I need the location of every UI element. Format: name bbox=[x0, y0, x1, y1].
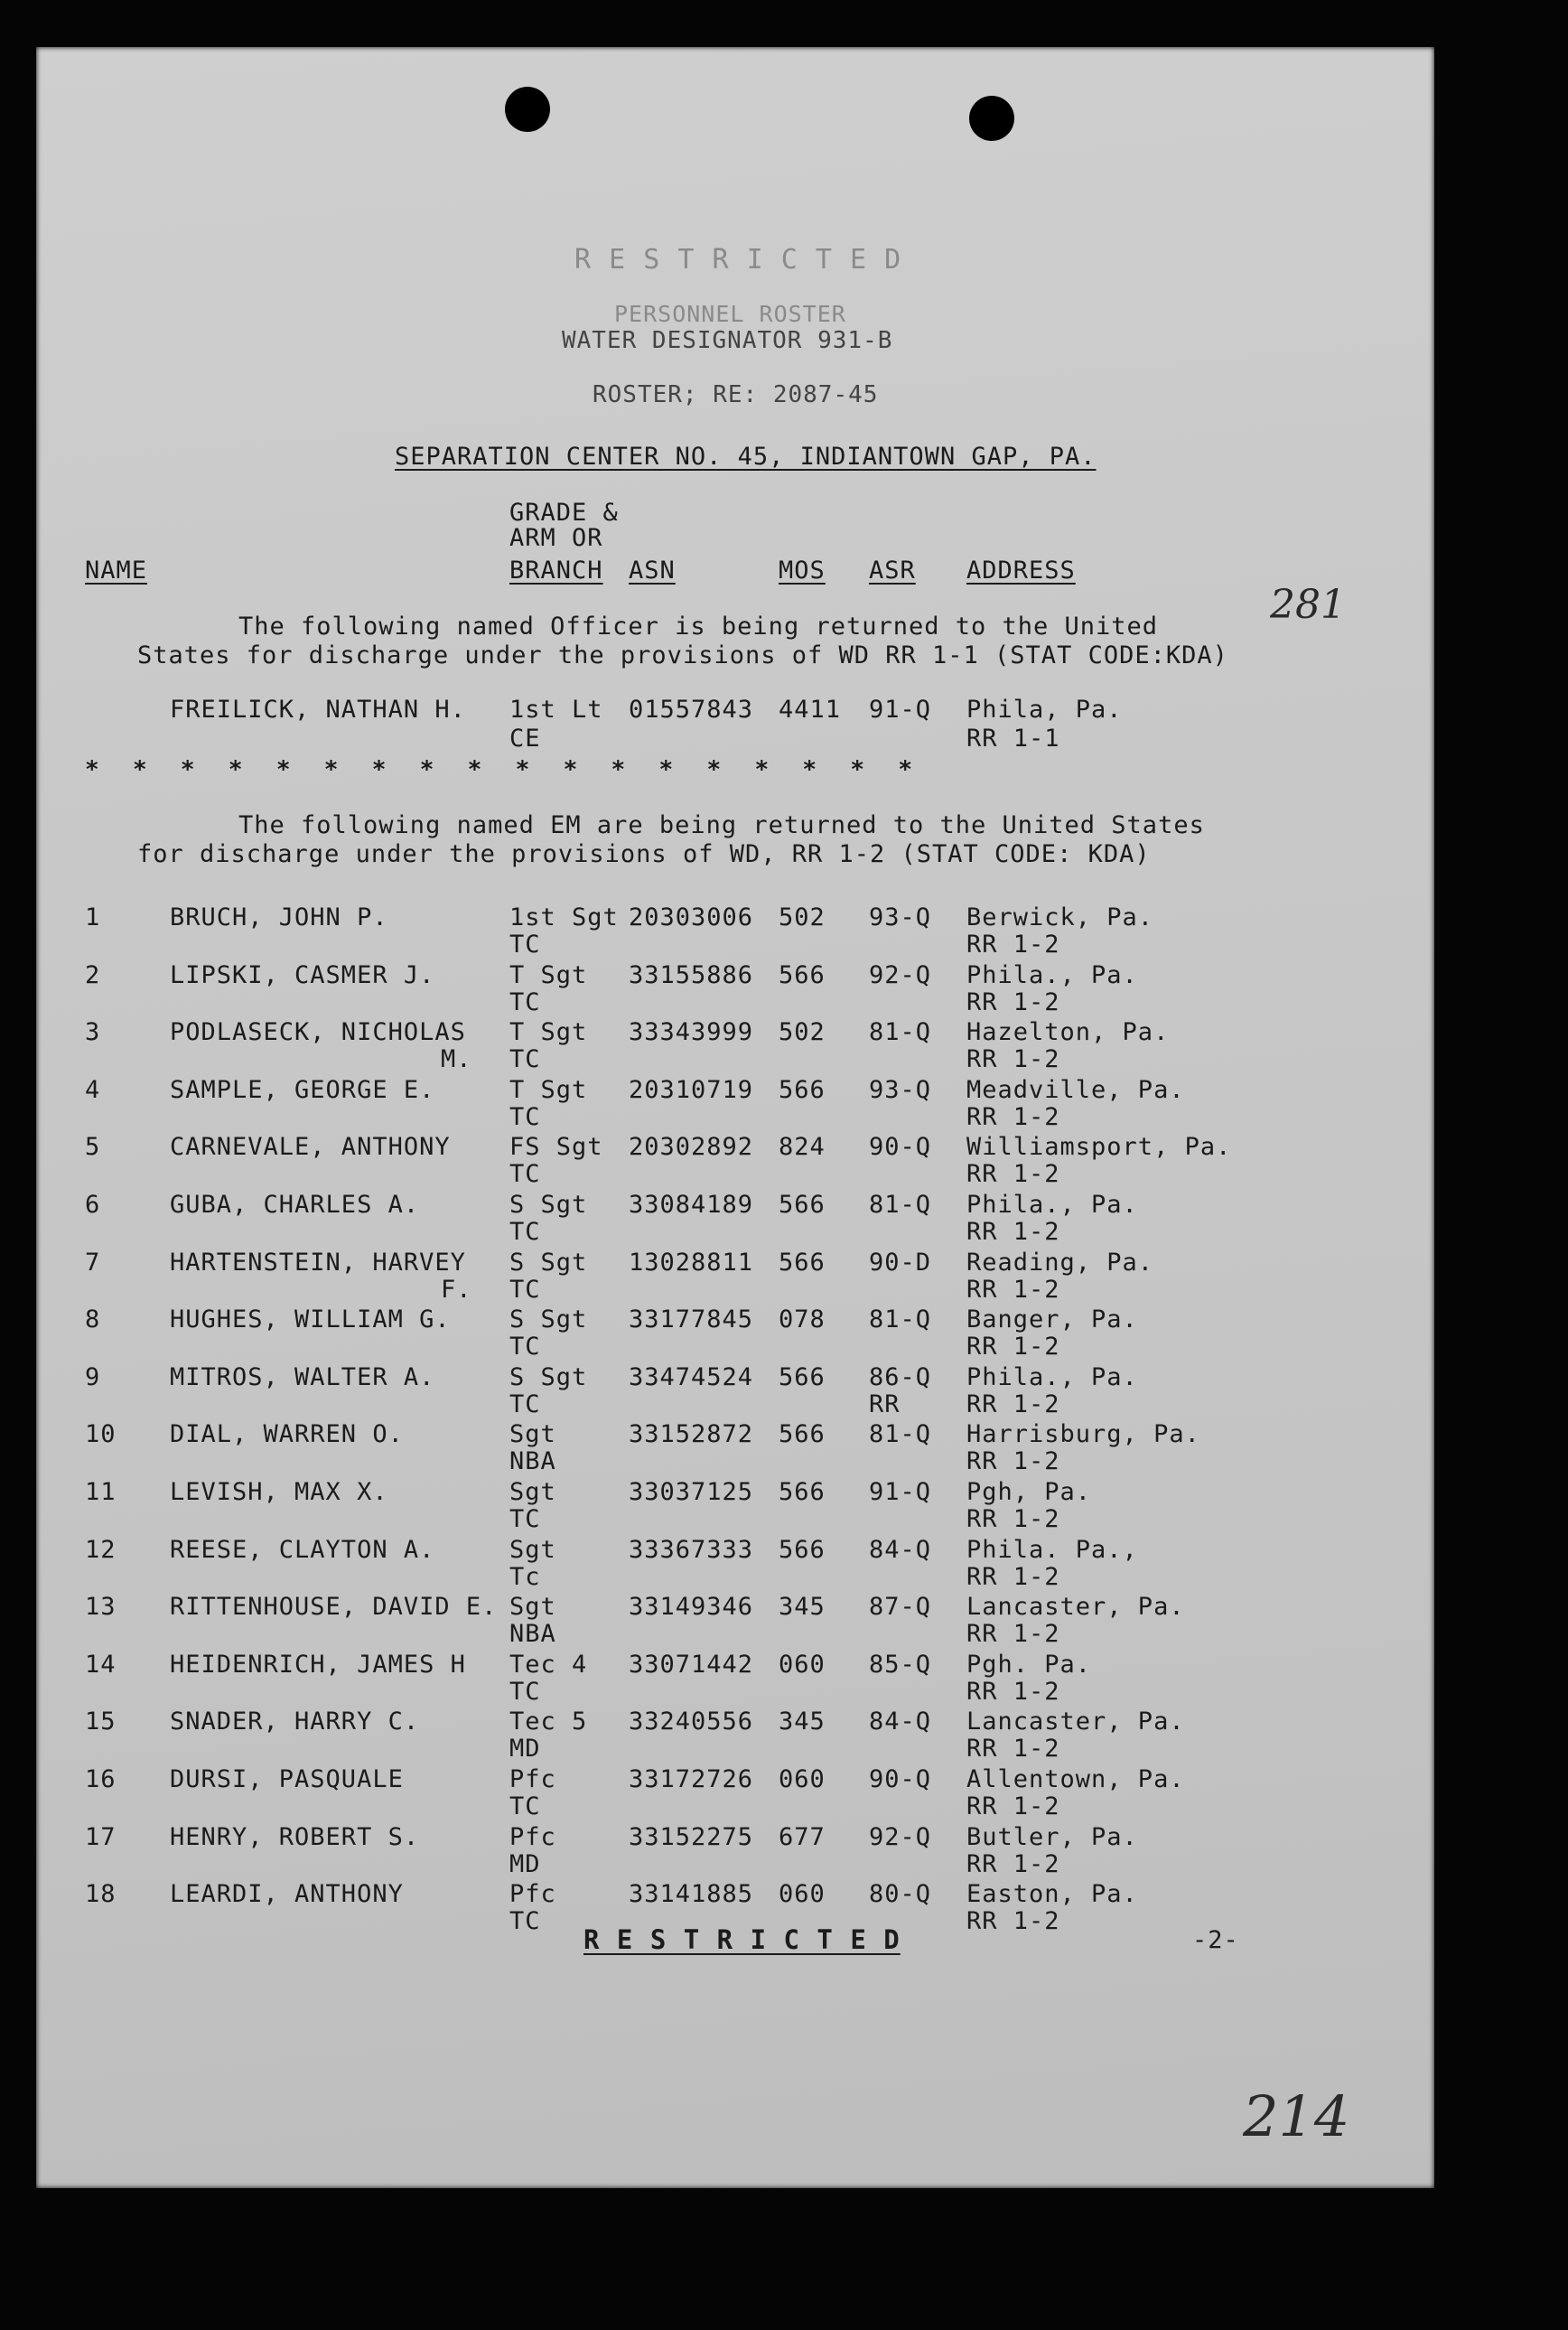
row-address: Harrisburg, Pa. bbox=[966, 1420, 1200, 1449]
row-name: LIPSKI, CASMER J. bbox=[170, 960, 435, 989]
officer-name: FREILICK, NATHAN H. bbox=[170, 696, 466, 724]
officer-asn: 01557843 bbox=[629, 696, 754, 724]
handwritten-number-281: 281 bbox=[1270, 582, 1346, 628]
row-rr: RR 1-2 bbox=[966, 1907, 1060, 1936]
row-grade: T Sgt bbox=[509, 1075, 588, 1104]
row-asr: 85-Q bbox=[869, 1650, 932, 1679]
row-rr: RR 1-2 bbox=[966, 1160, 1060, 1189]
column-asr: ASR bbox=[869, 557, 916, 585]
row-branch: TC bbox=[509, 1275, 541, 1304]
column-name: NAME bbox=[85, 557, 148, 585]
row-name: CARNEVALE, ANTHONY bbox=[170, 1133, 451, 1162]
row-mos: 566 bbox=[779, 1420, 826, 1449]
row-branch: TC bbox=[509, 1045, 541, 1074]
row-number: 2 bbox=[85, 960, 101, 989]
row-branch: TC bbox=[509, 931, 541, 959]
row-branch: TC bbox=[509, 1160, 541, 1189]
row-name: SAMPLE, GEORGE E. bbox=[170, 1075, 435, 1104]
row-grade: FS Sgt bbox=[509, 1133, 603, 1162]
row-address: Meadville, Pa. bbox=[966, 1075, 1185, 1104]
row-branch: TC bbox=[509, 1505, 541, 1533]
row-name-cont: M. bbox=[441, 1045, 472, 1074]
officer-asr: 91-Q bbox=[869, 696, 932, 724]
row-asn: 33071442 bbox=[629, 1650, 754, 1679]
row-mos: 345 bbox=[779, 1708, 826, 1736]
row-grade: S Sgt bbox=[509, 1191, 588, 1219]
row-address: Lancaster, Pa. bbox=[966, 1593, 1185, 1622]
row-name: HENRY, ROBERT S. bbox=[170, 1822, 420, 1851]
row-name: PODLASECK, NICHOLAS bbox=[170, 1018, 466, 1047]
row-address: Reading, Pa. bbox=[966, 1248, 1154, 1277]
roster-reference: ROSTER; RE: 2087-45 bbox=[593, 381, 879, 408]
em-intro-line1: The following named EM are being returned to the United States bbox=[238, 811, 1205, 839]
row-grade: T Sgt bbox=[509, 1018, 588, 1047]
row-name: DURSI, PASQUALE bbox=[170, 1765, 404, 1793]
officer-mos: 4411 bbox=[779, 696, 842, 724]
officer-grade: 1st Lt bbox=[509, 696, 603, 724]
row-asn: 33343999 bbox=[629, 1018, 754, 1047]
row-asn: 33240556 bbox=[629, 1708, 754, 1736]
row-rr: RR 1-2 bbox=[966, 1275, 1060, 1304]
row-name-cont: F. bbox=[441, 1275, 472, 1304]
row-mos: 677 bbox=[779, 1822, 826, 1851]
water-designator: WATER DESIGNATOR 931-B bbox=[562, 327, 893, 354]
row-asn: 33155886 bbox=[629, 960, 754, 989]
row-rr: RR 1-2 bbox=[966, 1735, 1060, 1764]
row-mos: 824 bbox=[779, 1133, 826, 1162]
row-number: 7 bbox=[85, 1248, 101, 1277]
row-address: Pgh. Pa. bbox=[966, 1650, 1092, 1679]
row-grade: Sgt bbox=[509, 1593, 556, 1622]
row-asr: 92-Q bbox=[869, 1822, 932, 1851]
row-rr: RR 1-2 bbox=[966, 1792, 1060, 1820]
row-asr: 86-Q bbox=[869, 1362, 932, 1391]
punch-hole-right bbox=[969, 96, 1014, 141]
row-grade: Tec 5 bbox=[509, 1708, 588, 1736]
restricted-footer: R E S T R I C T E D bbox=[583, 1924, 901, 1955]
column-grade-line2: ARM OR bbox=[509, 524, 603, 552]
row-address: Williamsport, Pa. bbox=[966, 1133, 1232, 1162]
row-asr: 93-Q bbox=[869, 903, 932, 931]
row-address: Easton, Pa. bbox=[966, 1880, 1138, 1909]
handwritten-number-214: 214 bbox=[1243, 2083, 1350, 2149]
row-asn: 13028811 bbox=[629, 1248, 754, 1277]
row-grade: Sgt bbox=[509, 1535, 556, 1564]
row-address: Butler, Pa. bbox=[966, 1822, 1138, 1851]
row-mos: 502 bbox=[779, 903, 826, 931]
row-grade: S Sgt bbox=[509, 1305, 588, 1334]
row-number: 6 bbox=[85, 1191, 101, 1219]
row-rr: RR 1-2 bbox=[966, 1045, 1060, 1074]
row-branch: TC bbox=[509, 1677, 541, 1706]
officer-rr: RR 1-1 bbox=[966, 725, 1060, 753]
row-asn: 33141885 bbox=[629, 1880, 754, 1909]
row-branch: TC bbox=[509, 1792, 541, 1820]
row-branch: TC bbox=[509, 1102, 541, 1131]
row-asr-cont: RR bbox=[869, 1390, 901, 1418]
row-asn: 33152872 bbox=[629, 1420, 754, 1449]
officer-address: Phila, Pa. bbox=[966, 696, 1123, 724]
row-number: 4 bbox=[85, 1075, 101, 1104]
row-number: 16 bbox=[85, 1765, 117, 1793]
row-asr: 84-Q bbox=[869, 1535, 932, 1564]
row-name: HARTENSTEIN, HARVEY bbox=[170, 1248, 466, 1277]
row-asn: 33367333 bbox=[629, 1535, 754, 1564]
row-name: DIAL, WARREN O. bbox=[170, 1420, 404, 1449]
row-grade: Pfc bbox=[509, 1880, 556, 1909]
row-rr: RR 1-2 bbox=[966, 1333, 1060, 1362]
row-branch: TC bbox=[509, 1333, 541, 1362]
restricted-header: R E S T R I C T E D bbox=[574, 244, 902, 276]
row-name: RITTENHOUSE, DAVID E. bbox=[170, 1593, 498, 1622]
row-mos: 566 bbox=[779, 960, 826, 989]
row-branch: Tc bbox=[509, 1562, 541, 1591]
row-number: 9 bbox=[85, 1362, 101, 1391]
row-rr: RR 1-2 bbox=[966, 1620, 1060, 1649]
row-asr: 87-Q bbox=[869, 1593, 932, 1622]
punch-hole-left bbox=[505, 87, 550, 132]
row-name: LEARDI, ANTHONY bbox=[170, 1880, 404, 1909]
row-address: Berwick, Pa. bbox=[966, 903, 1154, 931]
row-number: 12 bbox=[85, 1535, 117, 1564]
row-asn: 33084189 bbox=[629, 1191, 754, 1219]
row-asr: 90-D bbox=[869, 1248, 932, 1277]
row-address: Hazelton, Pa. bbox=[966, 1018, 1170, 1047]
row-asn: 33474524 bbox=[629, 1362, 754, 1391]
row-number: 8 bbox=[85, 1305, 101, 1334]
row-branch: NBA bbox=[509, 1620, 556, 1649]
row-address: Phila., Pa. bbox=[966, 1362, 1138, 1391]
row-number: 13 bbox=[85, 1593, 117, 1622]
row-address: Allentown, Pa. bbox=[966, 1765, 1185, 1793]
row-mos: 502 bbox=[779, 1018, 826, 1047]
row-rr: RR 1-2 bbox=[966, 987, 1060, 1016]
row-number: 11 bbox=[85, 1478, 117, 1506]
officer-branch: CE bbox=[509, 725, 541, 753]
row-asr: 80-Q bbox=[869, 1880, 932, 1909]
row-mos: 060 bbox=[779, 1880, 826, 1909]
row-branch: NBA bbox=[509, 1447, 556, 1476]
row-rr: RR 1-2 bbox=[966, 1849, 1060, 1878]
row-asn: 33152275 bbox=[629, 1822, 754, 1851]
row-mos: 566 bbox=[779, 1535, 826, 1564]
row-mos: 566 bbox=[779, 1362, 826, 1391]
row-asn: 20302892 bbox=[629, 1133, 754, 1162]
row-name: HEIDENRICH, JAMES H bbox=[170, 1650, 466, 1679]
row-mos: 060 bbox=[779, 1765, 826, 1793]
row-branch: TC bbox=[509, 1907, 541, 1936]
row-mos: 566 bbox=[779, 1478, 826, 1506]
row-mos: 345 bbox=[779, 1593, 826, 1622]
row-grade: Sgt bbox=[509, 1478, 556, 1506]
row-asr: 81-Q bbox=[869, 1018, 932, 1047]
row-rr: RR 1-2 bbox=[966, 1677, 1060, 1706]
row-mos: 078 bbox=[779, 1305, 826, 1334]
row-asn: 33149346 bbox=[629, 1593, 754, 1622]
row-number: 18 bbox=[85, 1880, 117, 1909]
row-grade: Sgt bbox=[509, 1420, 556, 1449]
separation-center-title: SEPARATION CENTER NO. 45, INDIANTOWN GAP, PA. bbox=[395, 443, 1097, 471]
row-number: 17 bbox=[85, 1822, 117, 1851]
row-branch: MD bbox=[509, 1849, 541, 1878]
document-page bbox=[36, 47, 1434, 2188]
row-rr: RR 1-2 bbox=[966, 1505, 1060, 1533]
row-number: 10 bbox=[85, 1420, 117, 1449]
row-branch: TC bbox=[509, 1390, 541, 1418]
row-address: Phila., Pa. bbox=[966, 1191, 1138, 1219]
row-rr: RR 1-2 bbox=[966, 1102, 1060, 1131]
row-rr: RR 1-2 bbox=[966, 1218, 1060, 1246]
row-asn: 33172726 bbox=[629, 1765, 754, 1793]
row-name: REESE, CLAYTON A. bbox=[170, 1535, 435, 1564]
page-number: -2- bbox=[1192, 1926, 1239, 1954]
column-address: ADDRESS bbox=[966, 557, 1076, 585]
row-grade: Pfc bbox=[509, 1765, 556, 1793]
row-asr: 91-Q bbox=[869, 1478, 932, 1506]
row-grade: T Sgt bbox=[509, 960, 588, 989]
row-mos: 566 bbox=[779, 1075, 826, 1104]
row-asn: 33177845 bbox=[629, 1305, 754, 1334]
row-asr: 90-Q bbox=[869, 1133, 932, 1162]
column-mos: MOS bbox=[779, 557, 826, 585]
row-address: Lancaster, Pa. bbox=[966, 1708, 1185, 1736]
row-asr: 81-Q bbox=[869, 1191, 932, 1219]
row-rr: RR 1-2 bbox=[966, 931, 1060, 959]
asterisk-separator: * * * * * * * * * * * * * * * * * * bbox=[85, 756, 914, 783]
roster-title: PERSONNEL ROSTER bbox=[614, 301, 846, 327]
row-asn: 20310719 bbox=[629, 1075, 754, 1104]
row-grade: Tec 4 bbox=[509, 1650, 588, 1679]
row-asr: 81-Q bbox=[869, 1305, 932, 1334]
row-number: 5 bbox=[85, 1133, 101, 1162]
officer-intro-line1: The following named Officer is being returned to the United bbox=[238, 613, 1159, 641]
row-grade: S Sgt bbox=[509, 1362, 588, 1391]
column-asn: ASN bbox=[629, 557, 676, 585]
row-name: BRUCH, JOHN P. bbox=[170, 903, 388, 931]
row-asn: 33037125 bbox=[629, 1478, 754, 1506]
row-asr: 84-Q bbox=[869, 1708, 932, 1736]
row-mos: 060 bbox=[779, 1650, 826, 1679]
row-mos: 566 bbox=[779, 1248, 826, 1277]
row-branch: TC bbox=[509, 1218, 541, 1246]
row-name: GUBA, CHARLES A. bbox=[170, 1191, 420, 1219]
row-asn: 20303006 bbox=[629, 903, 754, 931]
row-asr: 92-Q bbox=[869, 960, 932, 989]
row-number: 1 bbox=[85, 903, 101, 931]
row-name: SNADER, HARRY C. bbox=[170, 1708, 420, 1736]
row-name: MITROS, WALTER A. bbox=[170, 1362, 435, 1391]
column-branch: BRANCH bbox=[509, 557, 603, 585]
row-number: 14 bbox=[85, 1650, 117, 1679]
row-grade: 1st Sgt bbox=[509, 903, 619, 931]
row-branch: TC bbox=[509, 987, 541, 1016]
row-name: LEVISH, MAX X. bbox=[170, 1478, 388, 1506]
em-intro-line2: for discharge under the provisions of WD, RR 1-2 (STAT CODE: KDA) bbox=[137, 840, 1151, 868]
row-branch: MD bbox=[509, 1735, 541, 1764]
row-address: Phila. Pa., bbox=[966, 1535, 1138, 1564]
column-grade-line1: GRADE & bbox=[509, 499, 619, 527]
officer-intro-line2: States for discharge under the provisions of WD RR 1-1 (STAT CODE:KDA) bbox=[137, 641, 1228, 669]
row-grade: Pfc bbox=[509, 1822, 556, 1851]
row-address: Pgh, Pa. bbox=[966, 1478, 1092, 1506]
row-rr: RR 1-2 bbox=[966, 1562, 1060, 1591]
row-name: HUGHES, WILLIAM G. bbox=[170, 1305, 451, 1334]
row-number: 3 bbox=[85, 1018, 101, 1047]
row-asr: 81-Q bbox=[869, 1420, 932, 1449]
row-mos: 566 bbox=[779, 1191, 826, 1219]
row-address: Phila., Pa. bbox=[966, 960, 1138, 989]
row-asr: 90-Q bbox=[869, 1765, 932, 1793]
row-asr: 93-Q bbox=[869, 1075, 932, 1104]
row-rr: RR 1-2 bbox=[966, 1390, 1060, 1418]
row-number: 15 bbox=[85, 1708, 117, 1736]
row-rr: RR 1-2 bbox=[966, 1447, 1060, 1476]
row-grade: S Sgt bbox=[509, 1248, 588, 1277]
row-address: Banger, Pa. bbox=[966, 1305, 1138, 1334]
